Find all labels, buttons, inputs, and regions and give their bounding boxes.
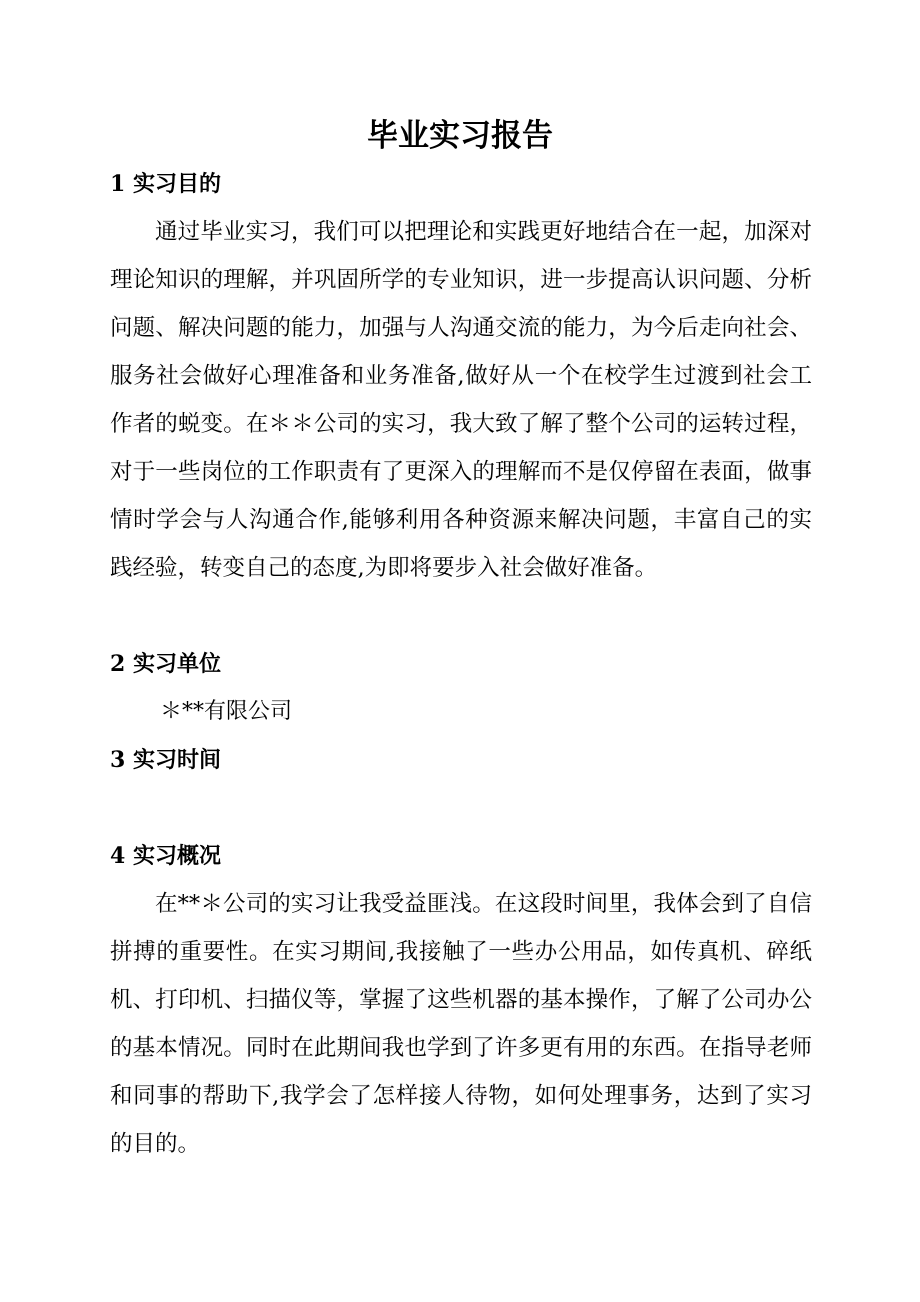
section-heading-overview: 4 实习概况 xyxy=(110,843,221,869)
document-title: 毕业实习报告 xyxy=(367,118,553,154)
section-heading-purpose: 1 实习目的 xyxy=(110,171,221,197)
section-body-unit: ＊**有限公司 xyxy=(160,699,293,724)
section-heading-time: 3 实习时间 xyxy=(110,747,221,773)
section-body-overview: 在**＊公司的实习让我受益匪浅。在这段时间里，我体会到了自信拼搏的重要性。在实习期间,我接触了一些办公用品，如传真机、碎纸机、打印机、扫描仪等，掌握了这些机器的基本操作，了解了公司办公的基本情况。同时在此期间我也学到了许多更有用的东西。在指导老师和同事的帮助下,我学会了怎样接人待物，如何处理事务，达到了实习的目的。 xyxy=(110,891,812,1157)
section-heading-unit: 2 实习单位 xyxy=(110,651,221,677)
section-body-purpose: 通过毕业实习，我们可以把理论和实践更好地结合在一起，加深对理论知识的理解，并巩固所学的专业知识，进一步提高认识问题、分析问题、解决问题的能力，加强与人沟通交流的能力，为今后走向社会、服务社会做好心理准备和业务准备,做好从一个在校学生过渡到社会工作者的蜕变。在＊＊公司的实习，我大致了解了整个公司的运转过程，对于一些岗位的工作职责有了更深入的理解而不是仅停留在表面，做事情时学会与人沟通合作,能够利用各种资源来解决问题，丰富自己的实践经验，转变自己的态度,为即将要步入社会做好准备。 xyxy=(110,219,812,581)
